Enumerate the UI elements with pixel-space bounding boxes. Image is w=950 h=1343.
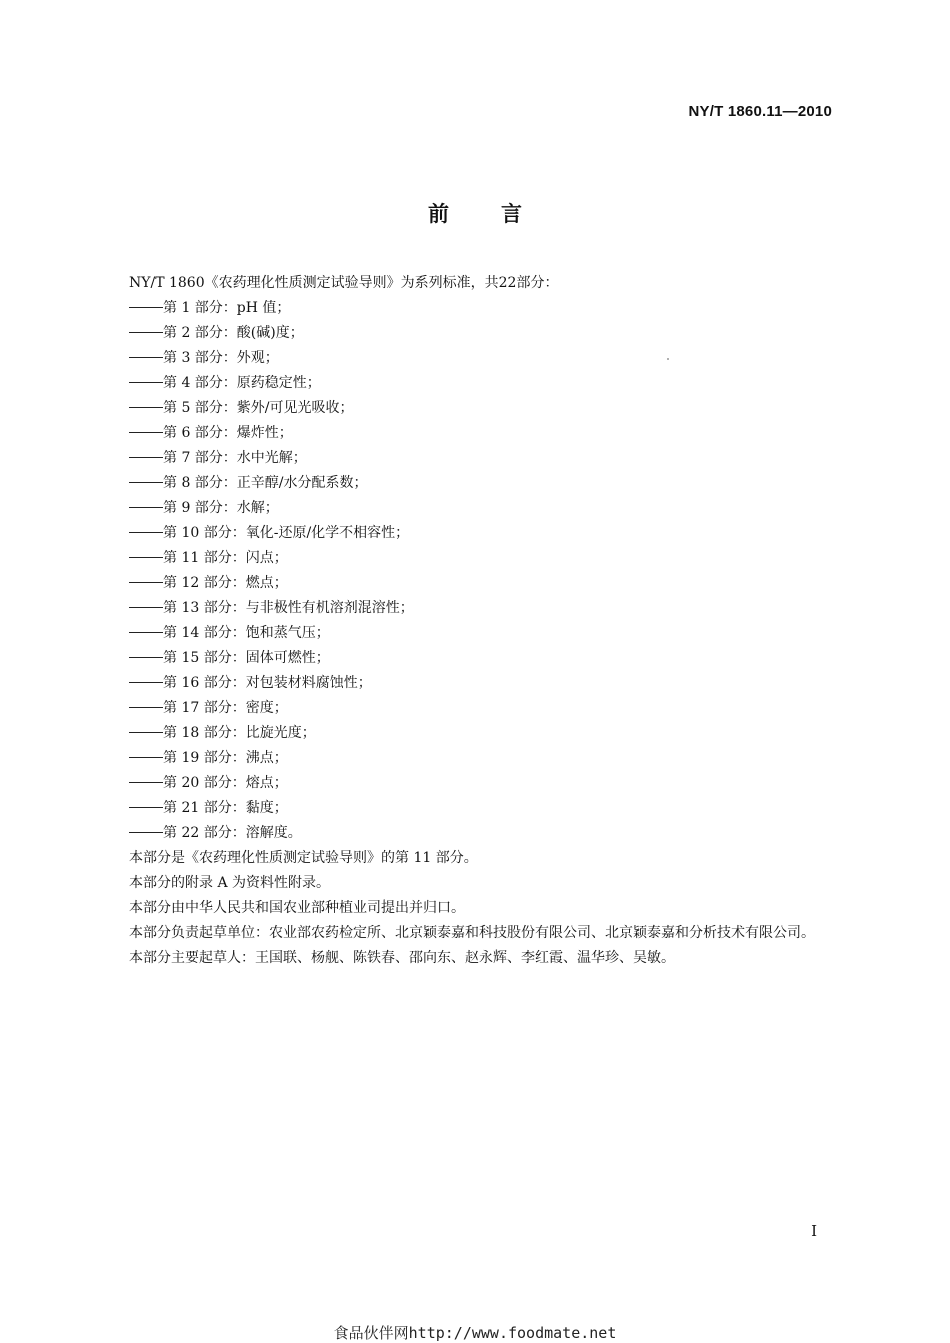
dash-mark <box>129 532 163 533</box>
list-item: 第 17 部分：密度； <box>129 696 829 721</box>
dash-mark <box>129 557 163 558</box>
list-item: 第 21 部分：黏度； <box>129 796 829 821</box>
foreword-body <box>84 271 829 971</box>
dash-mark <box>129 332 163 333</box>
list-item: 第 16 部分：对包装材料腐蚀性； <box>129 671 829 696</box>
parts-list <box>84 296 829 846</box>
dash-mark <box>129 832 163 833</box>
dash-mark <box>129 457 163 458</box>
list-item: 第 8 部分：正辛醇/水分配系数； <box>129 471 829 496</box>
list-item: 第 18 部分：比旋光度； <box>129 721 829 746</box>
dash-mark <box>129 382 163 383</box>
footer-watermark: 食品伙伴网http://www.foodmate.net <box>333 1324 617 1342</box>
list-item: 第 4 部分：原药稳定性； <box>129 371 829 396</box>
list-item: 第 2 部分：酸(碱)度； <box>129 321 829 346</box>
proposer-paragraph: 本部分由中华人民共和国农业部种植业司提出并归口。 <box>129 900 465 916</box>
list-item: 第 3 部分：外观； <box>129 346 829 371</box>
dash-mark <box>129 582 163 583</box>
scan-speck <box>667 358 669 360</box>
dash-mark <box>129 657 163 658</box>
dash-mark <box>129 682 163 683</box>
standard-code: NY/T 1860.11—2010 <box>688 103 832 120</box>
dash-mark <box>129 732 163 733</box>
list-item: 第 14 部分：饱和蒸气压； <box>129 621 829 646</box>
list-item: 第 9 部分：水解； <box>129 496 829 521</box>
dash-mark <box>129 357 163 358</box>
intro-paragraph: NY/T 1860《农药理化性质测定试验导则》为系列标准，共22部分： <box>129 275 559 291</box>
drafting-units-paragraph: 本部分负责起草单位：农业部农药检定所、北京颖泰嘉和科技股份有限公司、北京颖泰嘉和分析技术有限公司。 <box>129 925 815 941</box>
list-item: 第 13 部分：与非极性有机溶剂混溶性； <box>129 596 829 621</box>
dash-mark <box>129 632 163 633</box>
list-item: 第 10 部分：氧化-还原/化学不相容性； <box>129 521 829 546</box>
page-title: 前言 <box>428 202 574 226</box>
list-item: 第 20 部分：熔点； <box>129 771 829 796</box>
list-item: 第 12 部分：燃点； <box>129 571 829 596</box>
dash-mark <box>129 482 163 483</box>
dash-mark <box>129 507 163 508</box>
list-item: 第 7 部分：水中光解； <box>129 446 829 471</box>
dash-mark <box>129 707 163 708</box>
drafters-paragraph: 本部分主要起草人：王国联、杨舰、陈铁春、邵向东、赵永辉、李红霞、温华珍、吴敏。 <box>129 950 675 966</box>
dash-mark <box>129 607 163 608</box>
dash-mark <box>129 432 163 433</box>
page-number: I <box>811 1222 817 1240</box>
dash-mark <box>129 307 163 308</box>
dash-mark <box>129 782 163 783</box>
list-item: 第 5 部分：紫外/可见光吸收； <box>129 396 829 421</box>
list-item: 第 11 部分：闪点； <box>129 546 829 571</box>
list-item: 第 22 部分：溶解度。 <box>129 821 829 846</box>
dash-mark <box>129 807 163 808</box>
list-item: 第 15 部分：固体可燃性； <box>129 646 829 671</box>
list-item: 第 1 部分：pH 值； <box>129 296 829 321</box>
list-item: 第 19 部分：沸点； <box>129 746 829 771</box>
part-number-paragraph: 本部分是《农药理化性质测定试验导则》的第 11 部分。 <box>129 850 478 866</box>
dash-mark <box>129 757 163 758</box>
list-item: 第 6 部分：爆炸性； <box>129 421 829 446</box>
dash-mark <box>129 407 163 408</box>
appendix-paragraph: 本部分的附录 A 为资料性附录。 <box>129 875 331 891</box>
